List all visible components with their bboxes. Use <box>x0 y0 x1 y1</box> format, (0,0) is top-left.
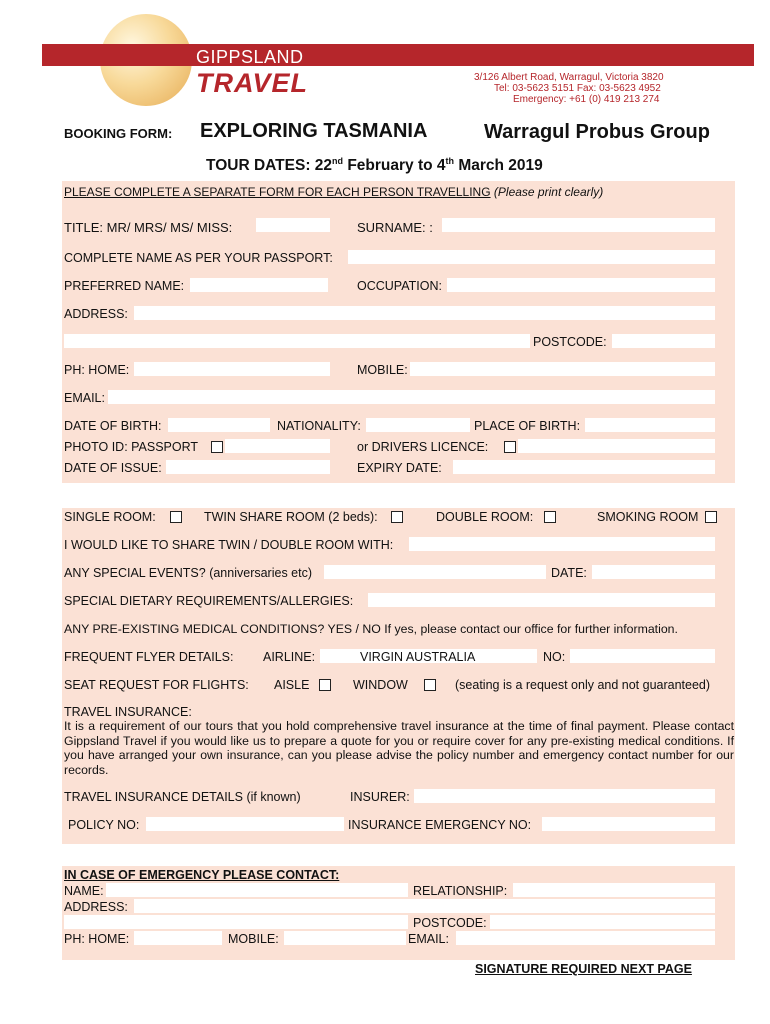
emergency-heading: IN CASE OF EMERGENCY PLEASE CONTACT: <box>64 868 340 882</box>
frequent-flyer-label: FREQUENT FLYER DETAILS: <box>64 650 234 664</box>
drivers-licence-checkbox[interactable] <box>504 441 516 453</box>
issue-date-label: DATE OF ISSUE: <box>64 461 162 475</box>
tour-dates-prefix: TOUR DATES: 22 <box>206 157 333 175</box>
photo-id-label: PHOTO ID: PASSPORT <box>64 440 199 454</box>
emergency-name-label: NAME: <box>64 884 104 898</box>
mobile-field[interactable] <box>410 362 715 376</box>
insurer-label: INSURER: <box>350 790 410 804</box>
pob-field[interactable] <box>585 418 715 432</box>
relationship-field[interactable] <box>513 883 715 897</box>
aisle-label: AISLE <box>274 678 310 692</box>
twin-room-checkbox[interactable] <box>391 511 403 523</box>
event-date-field[interactable] <box>592 565 715 579</box>
signature-notice: SIGNATURE REQUIRED NEXT PAGE <box>475 962 692 976</box>
ph-home-label: PH: HOME: <box>64 363 130 377</box>
mobile-label: MOBILE: <box>357 363 408 377</box>
double-room-label: DOUBLE ROOM: <box>436 510 534 524</box>
insurance-heading: TRAVEL INSURANCE: <box>64 705 192 719</box>
insurance-details-label: TRAVEL INSURANCE DETAILS (if known) <box>64 790 301 804</box>
emergency-email-label: EMAIL: <box>408 932 449 946</box>
instructions-note: (Please print clearly) <box>493 185 604 199</box>
address-field-2[interactable] <box>64 334 530 348</box>
brand-phones: Tel: 03-5623 5151 Fax: 03-5623 4952 <box>494 83 661 94</box>
emergency-address-label: ADDRESS: <box>64 900 128 914</box>
drivers-licence-label: or DRIVERS LICENCE: <box>357 440 489 454</box>
surname-field[interactable] <box>442 218 715 232</box>
relationship-label: RELATIONSHIP: <box>413 884 508 898</box>
emergency-mobile-label: MOBILE: <box>228 932 279 946</box>
booking-form-label: BOOKING FORM: <box>64 126 173 141</box>
address-field-1[interactable] <box>134 306 715 320</box>
airline-label: AIRLINE: <box>263 650 316 664</box>
window-label: WINDOW <box>353 678 408 692</box>
insurer-field[interactable] <box>414 789 715 803</box>
letterhead <box>0 0 770 110</box>
nationality-field[interactable] <box>366 418 470 432</box>
group-title: Warragul Probus Group <box>484 121 710 143</box>
brand-travel: TRAVEL <box>196 68 308 98</box>
ph-home-field[interactable] <box>134 362 330 376</box>
insurance-emergency-label: INSURANCE EMERGENCY NO: <box>348 818 532 832</box>
insurance-body: It is a requirement of our tours that you hold comprehensive travel insurance at the time of final payment. Please contact Gippsland Travel if you would like us to prepare a quote for you or require cover for any pre-existing medical conditions. If you have arranged your own insurance, can you please advise the policy number and emergency contact number for our records. <box>64 719 734 777</box>
address-label: ADDRESS: <box>64 307 128 321</box>
seat-note: (seating is a request only and not guaranteed) <box>455 678 711 692</box>
emergency-email-field[interactable] <box>456 931 715 945</box>
single-room-label: SINGLE ROOM: <box>64 510 156 524</box>
postcode-label: POSTCODE: <box>533 335 607 349</box>
single-room-checkbox[interactable] <box>170 511 182 523</box>
share-with-field[interactable] <box>409 537 715 551</box>
twin-room-label: TWIN SHARE ROOM (2 beds): <box>204 510 378 524</box>
tour-dates-sup1: nd <box>332 156 344 166</box>
passport-name-field[interactable] <box>348 250 715 264</box>
surname-label: SURNAME: : <box>357 220 433 235</box>
policy-no-label: POLICY NO: <box>68 818 140 832</box>
seat-request-label: SEAT REQUEST FOR FLIGHTS: <box>64 678 249 692</box>
preferred-name-label: PREFERRED NAME: <box>64 279 185 293</box>
dob-label: DATE OF BIRTH: <box>64 419 162 433</box>
title-field[interactable] <box>256 218 330 232</box>
occupation-field[interactable] <box>447 278 715 292</box>
aisle-checkbox[interactable] <box>319 679 331 691</box>
insurance-emergency-field[interactable] <box>542 817 715 831</box>
flyer-number-field[interactable] <box>570 649 715 663</box>
smoking-room-label: SMOKING ROOM <box>597 510 699 524</box>
special-events-field[interactable] <box>324 565 546 579</box>
flyer-number-label: NO: <box>543 650 566 664</box>
pob-label: PLACE OF BIRTH: <box>474 419 581 433</box>
emergency-mobile-field[interactable] <box>284 931 406 945</box>
emergency-postcode-label: POSTCODE: <box>413 916 487 930</box>
smoking-room-checkbox[interactable] <box>705 511 717 523</box>
brand-emergency: Emergency: +61 (0) 419 213 274 <box>513 94 660 105</box>
emergency-ph-home-field[interactable] <box>134 931 222 945</box>
instructions-main: PLEASE COMPLETE A SEPARATE FORM FOR EACH PERSON TRAVELLING <box>64 185 491 199</box>
passport-checkbox[interactable] <box>211 441 223 453</box>
issue-date-field[interactable] <box>166 460 330 474</box>
emergency-address-field-1[interactable] <box>134 899 715 913</box>
airline-value: VIRGIN AUSTRALIA <box>360 650 476 664</box>
event-date-label: DATE: <box>551 566 587 580</box>
tour-title: EXPLORING TASMANIA <box>200 120 428 142</box>
expiry-date-label: EXPIRY DATE: <box>357 461 442 475</box>
dietary-label: SPECIAL DIETARY REQUIREMENTS/ALLERGIES: <box>64 594 354 608</box>
emergency-postcode-field[interactable] <box>490 915 715 929</box>
passport-name-label: COMPLETE NAME AS PER YOUR PASSPORT: <box>64 251 333 265</box>
licence-number-field[interactable] <box>518 439 715 453</box>
occupation-label: OCCUPATION: <box>357 279 442 293</box>
special-events-label: ANY SPECIAL EVENTS? (anniversaries etc) <box>64 566 313 580</box>
dietary-field[interactable] <box>368 593 715 607</box>
email-field[interactable] <box>108 390 715 404</box>
emergency-ph-home-label: PH: HOME: <box>64 932 130 946</box>
medical-conditions-label: ANY PRE-EXISTING MEDICAL CONDITIONS? YES / NO If yes, please contact our office for further information. <box>64 622 678 636</box>
policy-no-field[interactable] <box>146 817 344 831</box>
window-checkbox[interactable] <box>424 679 436 691</box>
tour-dates-suffix: March 2019 <box>454 157 543 175</box>
share-with-label: I WOULD LIKE TO SHARE TWIN / DOUBLE ROOM WITH: <box>64 538 394 552</box>
instructions-text <box>64 186 603 198</box>
email-label: EMAIL: <box>64 391 105 405</box>
expiry-date-field[interactable] <box>453 460 715 474</box>
tour-dates <box>206 156 543 175</box>
tour-dates-sup2: th <box>445 156 455 166</box>
preferred-name-field[interactable] <box>190 278 328 292</box>
nationality-label: NATIONALITY: <box>277 419 361 433</box>
tour-dates-mid: February to 4 <box>343 157 446 175</box>
brand-name: GIPPSLAND <box>196 47 304 67</box>
passport-number-field[interactable] <box>225 439 330 453</box>
brand-bar <box>42 44 754 66</box>
double-room-checkbox[interactable] <box>544 511 556 523</box>
emergency-address-field-2[interactable] <box>64 915 408 929</box>
title-label: TITLE: MR/ MRS/ MS/ MISS: <box>64 220 233 235</box>
postcode-field[interactable] <box>612 334 715 348</box>
emergency-name-field[interactable] <box>106 883 408 897</box>
dob-field[interactable] <box>168 418 270 432</box>
brand-address: 3/126 Albert Road, Warragul, Victoria 3820 <box>474 72 664 83</box>
